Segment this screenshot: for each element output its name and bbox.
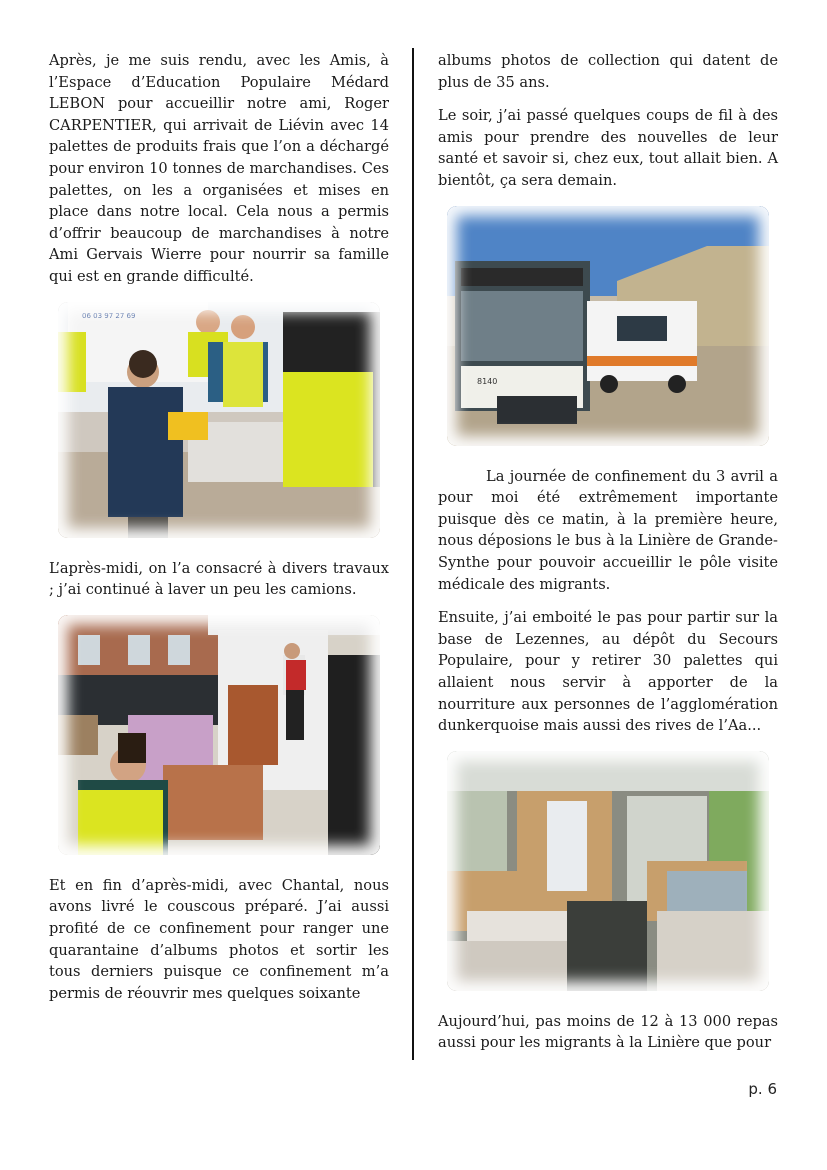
photo-bus-and-ambulance xyxy=(447,206,769,446)
paragraph-lezennes: Ensuite, j’ai emboité le pas pour partir sur la base de Lezennes, au dépôt du Secours Populaire, pour y retirer 30 palettes qui allaient nous servir à apporter de la nourriture aux personnes de l’agglomération dunkerquoise mais aussi des rives de l’Aa... xyxy=(438,609,778,735)
paragraph-albums: albums photos de collection qui datent de plus de 35 ans. xyxy=(438,52,778,91)
photo-truck-unloading xyxy=(58,615,380,855)
paragraph-today-meals: Aujourd’hui, pas moins de 12 à 13 000 repas aussi pour les migrants à la Linière que pour xyxy=(438,1012,778,1052)
paragraph-evening-couscous: Et en fin d’après-midi, avec Chantal, nous avons livré le couscous préparé. J’ai aussi profité de ce confinement pour ranger une quarantaine d’albums photos et sortir les tous derniers puisque ce confinement m’a permis de réouvrir mes quelques soixante xyxy=(49,876,389,1002)
column-divider xyxy=(412,48,414,1060)
photo-volunteers-distribution xyxy=(58,302,380,538)
bus-fleet-number: 8140 xyxy=(477,376,498,386)
paragraph-phone-calls: Le soir, j’ai passé quelques coups de fil à des amis pour prendre des nouvelles de leur santé et savoir si, chez eux, tout allait bien. A bientôt, ça sera demain. xyxy=(438,107,778,189)
paragraph-april-3: La journée de confinement du 3 avril a pour moi été extrêmement importante puisque dès ce matin, à la première heure, nous déposions le bus à la Linière de Grande-Synthe pour pouvoir accueillir le pôle visite médicale des migrants. xyxy=(438,467,778,593)
paragraph-afternoon: L’après-midi, on l’a consacré à divers travaux ; j’ai continué à laver un peu les camions. xyxy=(49,559,389,599)
photo-bus-interior xyxy=(447,751,769,991)
paragraph-arrival: Après, je me suis rendu, avec les Amis, à l’Espace d’Education Populaire Médard LEBON pour accueillir notre ami, Roger CARPENTIER, qui arrivait de Liévin avec 14 palettes de produits frais que l’on a déchargé pour environ 10 tonnes de marchandises. Ces palettes, on les a organisées et mises en place dans notre local. Cela nous a permis d’offrir beaucoup de marchandises à notre Ami Gervais Wierre pour nourrir sa famille qui est en grande difficulté. xyxy=(49,52,389,285)
page-number: p. 6 xyxy=(748,1080,777,1098)
right-column xyxy=(438,50,778,1066)
left-column xyxy=(49,50,389,1016)
van-phone-number: 06 03 97 27 69 xyxy=(82,311,136,320)
